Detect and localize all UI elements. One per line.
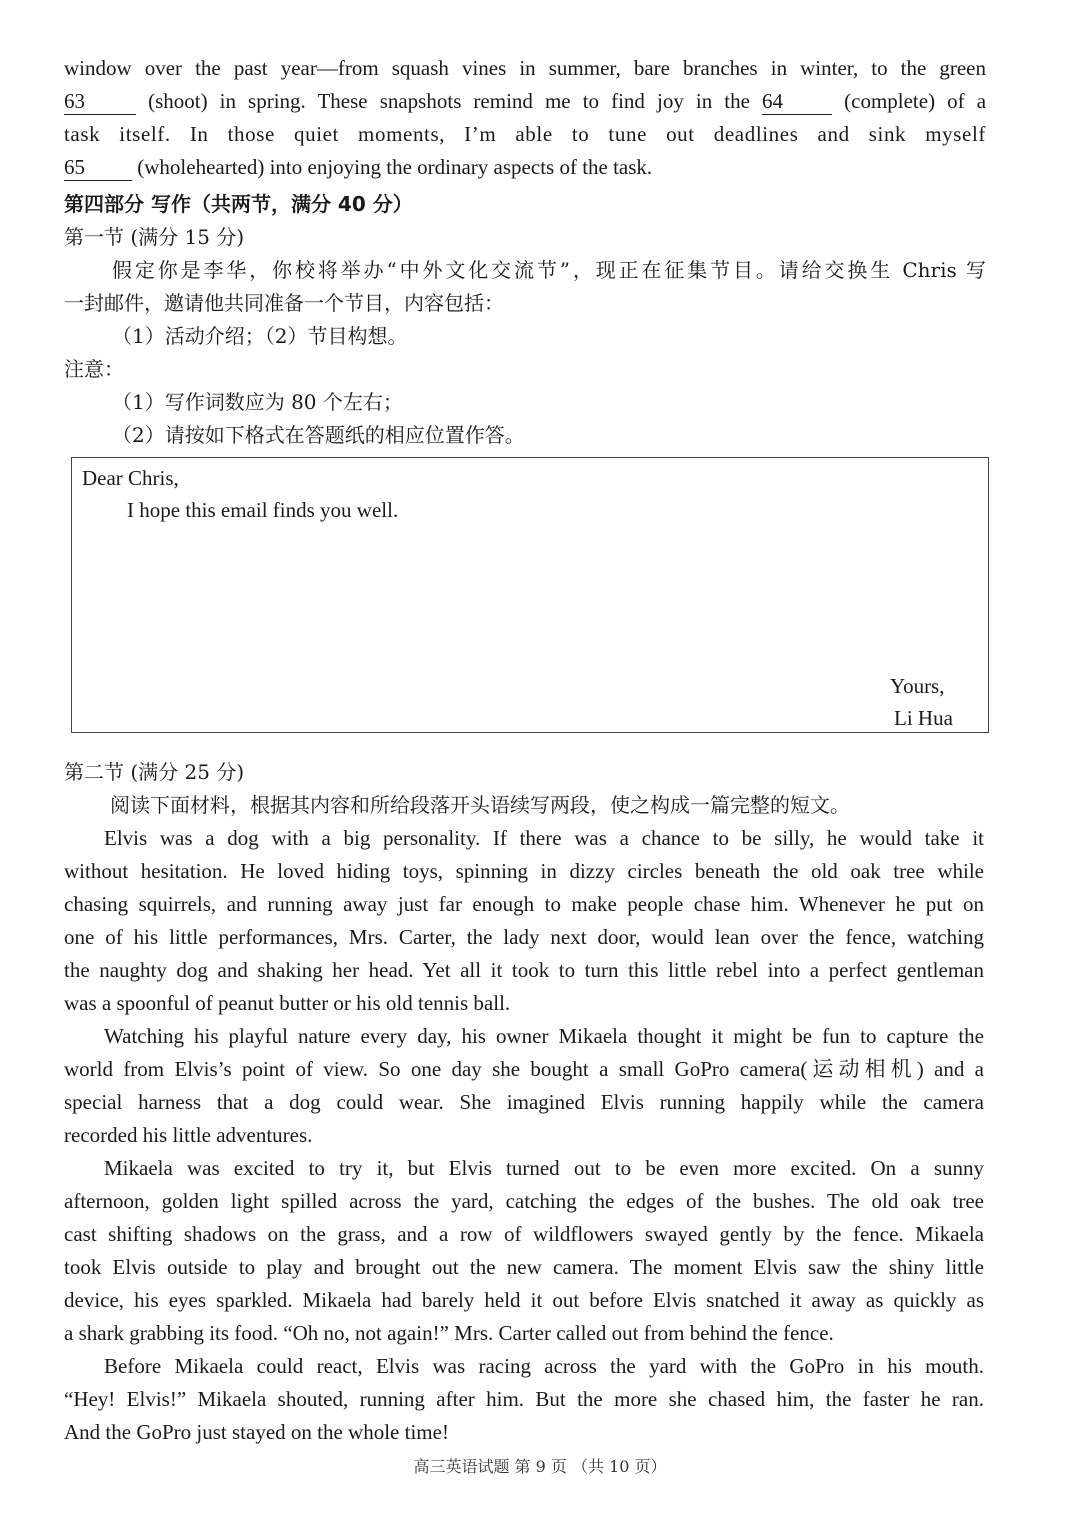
story-line: “Hey! Elvis!” Mikaela shouted, running after him. But the more she chased him, the faster he ran. xyxy=(64,1387,984,1411)
prompt-line: 假定你是李华，你校将举办“中外文化交流节”，现正在征集节目。请给交换生 Chris 写 xyxy=(112,258,986,282)
story-line: world from Elvis’s point of view. So one day she bought a small GoPro camera(运动相机) and a xyxy=(64,1057,984,1081)
story-line: Before Mikaela could react, Elvis was racing across the yard with the GoPro in his mouth. xyxy=(104,1354,984,1378)
story-line: Elvis was a dog with a big personality. If there was a chance to be silly, he would take it xyxy=(104,826,984,850)
story-paragraph-1 xyxy=(64,822,984,1020)
story-line: And the GoPro just stayed on the whole time! xyxy=(64,1420,449,1444)
email-opening: I hope this email finds you well. xyxy=(127,498,399,522)
passage-line: task itself. In those quiet moments, I’m able to tune out deadlines and sink myself xyxy=(64,122,986,146)
story-line: special harness that a dog could wear. She imagined Elvis running happily while the camera xyxy=(64,1090,984,1114)
story-line: took Elvis outside to play and brought out the new camera. The moment Elvis saw the shiny little xyxy=(64,1255,984,1279)
story-line: a shark grabbing its food. “Oh no, not again!” Mrs. Carter called out from behind the fence. xyxy=(64,1321,834,1345)
passage-line xyxy=(64,151,986,184)
prompt-line: 一封邮件，邀请他共同准备一个节目，内容包括： xyxy=(64,291,504,315)
part4-heading: 第四部分 写作（共两节，满分 40 分） xyxy=(64,192,413,216)
email-signature: Li Hua xyxy=(894,706,953,730)
story-paragraph-2 xyxy=(64,1020,984,1152)
blank-64: 64 xyxy=(762,88,832,115)
passage-text: (shoot) in spring. These snapshots remind me to find joy in the xyxy=(148,89,750,113)
email-template-box xyxy=(71,457,989,733)
story-line: Watching his playful nature every day, his owner Mikaela thought it might be fun to capture the xyxy=(104,1024,984,1048)
story-line: Mikaela was excited to try it, but Elvis turned out to be even more excited. On a sunny xyxy=(104,1156,984,1180)
story-paragraph-3 xyxy=(64,1152,984,1350)
story-line: the naughty dog and shaking her head. Yet all it took to turn this little rebel into a perfect gentleman xyxy=(64,958,984,982)
section2-instruction: 阅读下面材料，根据其内容和所给段落开头语续写两段，使之构成一篇完整的短文。 xyxy=(110,793,850,817)
story-line: afternoon, golden light spilled across the yard, catching the edges of the bushes. The old oak tree xyxy=(64,1189,984,1213)
note-label: 注意： xyxy=(64,357,124,381)
section2 xyxy=(64,756,984,1449)
passage-line: window over the past year—from squash vines in summer, bare branches in winter, to the green xyxy=(64,56,986,80)
passage-text: (complete) of a xyxy=(844,89,987,113)
story-line: chasing squirrels, and running away just far enough to make people chase him. Whenever he put on xyxy=(64,892,984,916)
prompt-contents: （1）活动介绍；（2）节目构想。 xyxy=(112,324,408,348)
passage-text: (wholehearted) into enjoying the ordinary aspects of the task. xyxy=(137,155,653,179)
blank-63: 63 xyxy=(64,88,136,115)
section1-title: 第一节 (满分 15 分) xyxy=(64,225,245,249)
blank-65: 65 xyxy=(64,154,132,181)
passage-line xyxy=(64,85,986,118)
story-line: device, his eyes sparkled. Mikaela had barely held it out before Elvis snatched it away as quickly as xyxy=(64,1288,984,1312)
page-footer: 高三英语试题 第 9 页 （共 10 页） xyxy=(413,1457,667,1476)
story-line: cast shifting shadows on the grass, and a row of wildflowers swayed gently by the fence. Mikaela xyxy=(64,1222,984,1246)
top-passage xyxy=(64,52,986,452)
story-line: without hesitation. He loved hiding toys, spinning in dizzy circles beneath the old oak tree while xyxy=(64,859,984,883)
story-line: was a spoonful of peanut butter or his old tennis ball. xyxy=(64,991,511,1015)
note-item: （1）写作词数应为 80 个左右； xyxy=(112,390,403,414)
email-closing: Yours, xyxy=(890,674,945,698)
note-item: （2）请按如下格式在答题纸的相应位置作答。 xyxy=(112,423,525,447)
email-greeting: Dear Chris, xyxy=(82,466,179,490)
story-line: one of his little performances, Mrs. Carter, the lady next door, would lean over the fence, watching xyxy=(64,925,984,949)
section2-title: 第二节 (满分 25 分) xyxy=(64,760,245,784)
story-paragraph-4 xyxy=(64,1350,984,1449)
story-line: recorded his little adventures. xyxy=(64,1123,313,1147)
